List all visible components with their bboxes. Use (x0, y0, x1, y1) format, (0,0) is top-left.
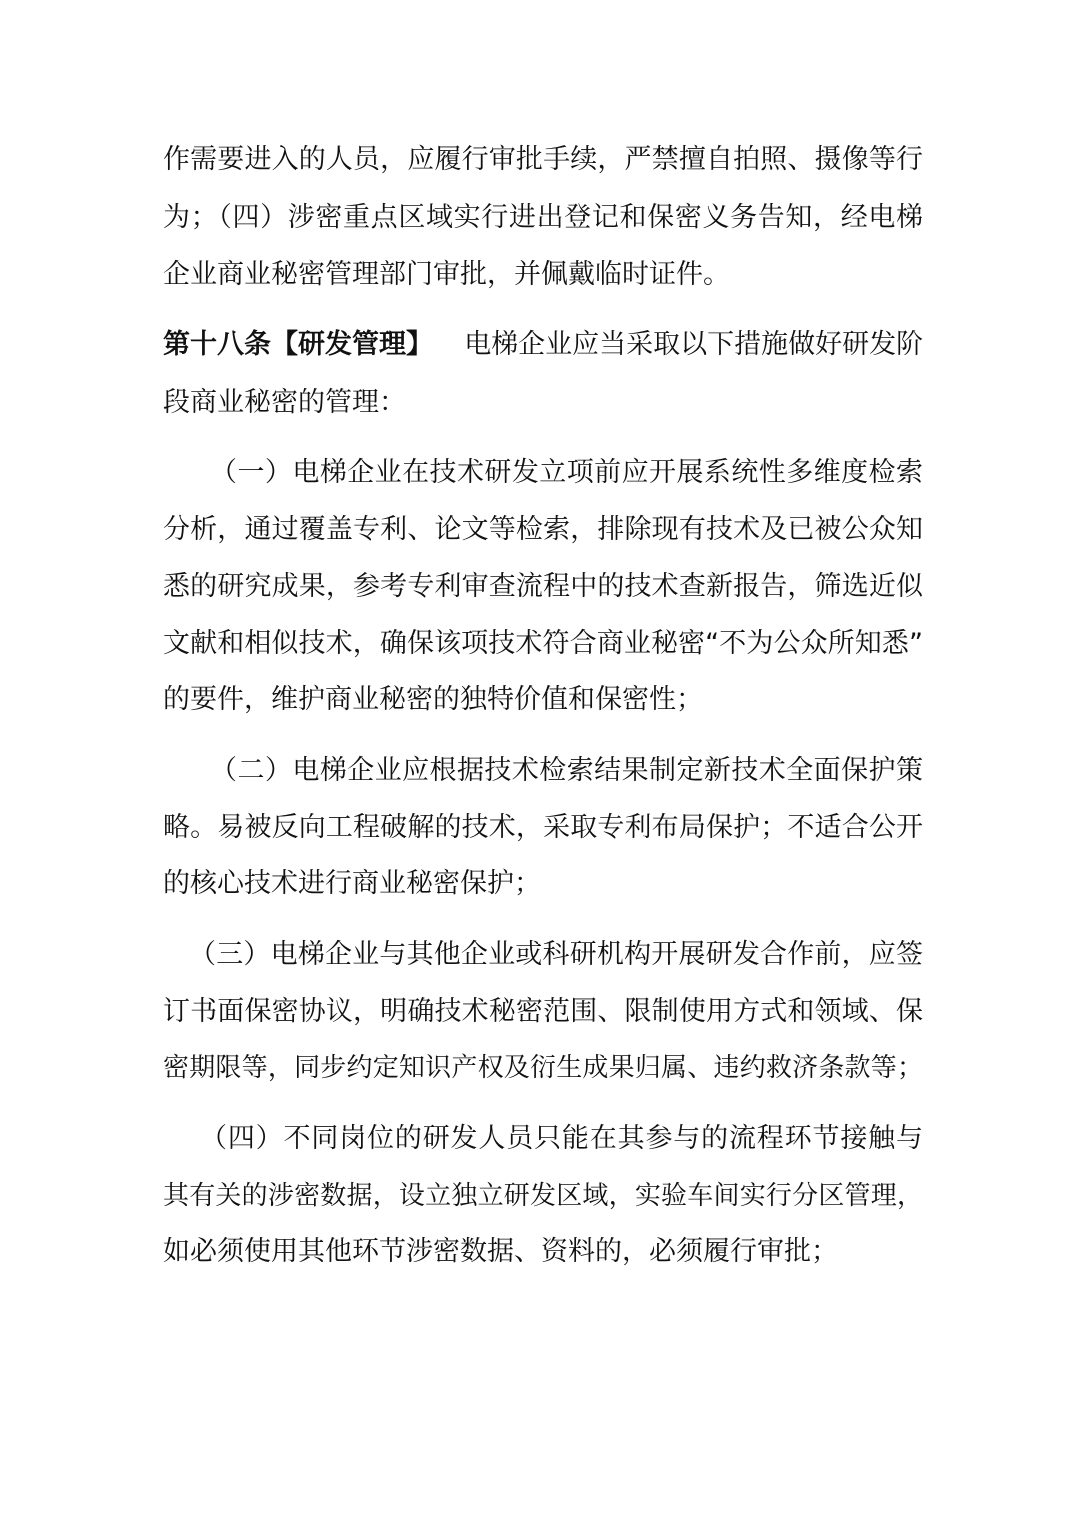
text-line: （三）电梯企业与其他企业或科研机构开展研发合作前，应签 (189, 939, 923, 970)
text-line: 文献和相似技术，确保该项技术符合商业秘密“不为公众所知悉” (163, 628, 923, 659)
text-line: 企业商业秘密管理部门审批，并佩戴临时证件。 (163, 259, 730, 290)
text-line: 悉的研究成果，参考专利审查流程中的技术查新报告，筛选近似 (163, 571, 923, 602)
article-line (163, 327, 923, 363)
text-line: 作需要进入的人员，应履行审批手续，严禁擅自拍照、摄像等行 (163, 144, 923, 175)
text-line: 其有关的涉密数据，设立独立研发区域，实验车间实行分区管理， (163, 1181, 923, 1211)
article-heading: 第十八条【研发管理】 (163, 329, 433, 360)
text-line: 密期限等，同步约定知识产权及衍生成果归属、违约救济条款等； (163, 1053, 923, 1083)
text-line: （二）电梯企业应根据技术检索结果制定新技术全面保护策 (210, 755, 923, 786)
text-line: 分析，通过覆盖专利、论文等检索，排除现有技术及已被公众知 (163, 514, 923, 545)
text-line: 略。易被反向工程破解的技术，采取专利布局保护；不适合公开 (163, 812, 923, 843)
text-line: 订书面保密协议，明确技术秘密范围、限制使用方式和领域、保 (163, 996, 923, 1027)
text-line: 如必须使用其他环节涉密数据、资料的，必须履行审批； (163, 1236, 838, 1267)
text-line: （一）电梯企业在技术研发立项前应开展系统性多维度检索 (210, 457, 923, 488)
text-line: 的核心技术进行商业秘密保护； (163, 868, 541, 899)
article-text: 电梯企业应当采取以下措施做好研发阶 (464, 329, 923, 360)
text-line: （四）不同岗位的研发人员只能在其参与的流程环节接触与 (200, 1123, 923, 1154)
text-line: 为；（四）涉密重点区域实行进出登记和保密义务告知，经电梯 (163, 202, 923, 233)
text-line: 段商业秘密的管理： (163, 387, 406, 418)
text-line: 的要件，维护商业秘密的独特价值和保密性； (163, 684, 703, 715)
